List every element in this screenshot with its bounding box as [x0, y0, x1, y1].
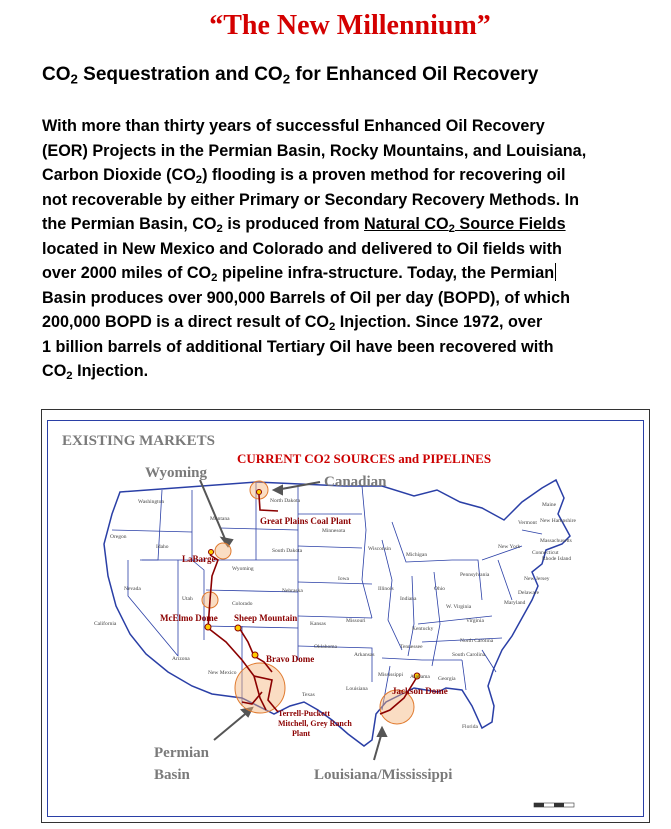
state-oregon: Oregon [110, 534, 127, 540]
region-louisiana-mississippi: Louisiana/Mississippi [314, 767, 453, 783]
text-cursor [555, 263, 556, 281]
state-indiana: Indiana [400, 596, 417, 602]
body-line: the Permian Basin, $CO_2$ is produced from Natural $CO_2$ Source Fields [42, 215, 566, 235]
state-wyoming: Wyoming [232, 566, 254, 572]
state-michigan: Michigan [406, 552, 428, 558]
map-legend: CURRENT CO2 SOURCES and PIPELINES [237, 451, 492, 466]
state-north-carolina: North Carolina [460, 638, 494, 644]
state-georgia: Georgia [438, 676, 456, 682]
state-minnesota: Minnesota [322, 528, 346, 534]
body-line: With more than thirty years of successful Enhanced Oil Recovery [42, 117, 545, 135]
state-washington: Washington [138, 499, 165, 505]
state-oklahoma: Oklahoma [314, 644, 337, 650]
subtitle: $CO_2$ Sequestration and $CO_2$ for Enhanced Oil Recovery [42, 64, 539, 87]
state-wisconsin: Wisconsin [368, 546, 391, 552]
state-rhode-island: Rhode Island [542, 556, 572, 562]
label-mitchell-grey-ranch: Mitchell, Grey Ranch [278, 719, 352, 728]
state-texas: Texas [302, 692, 315, 698]
label-great-plains: Great Plains Coal Plant [260, 516, 352, 526]
body-line: over 2000 miles of $CO_2$ pipeline infra-structure. Today, the Permian [42, 264, 555, 284]
state-iowa: Iowa [338, 576, 349, 582]
state-delaware: Delaware [518, 590, 540, 596]
state-south-dakota: South Dakota [272, 548, 303, 554]
body-line: (EOR) Projects in the Permian Basin, Rocky Mountains, and Louisiana, [42, 141, 587, 160]
state-virginia: Virginia [466, 618, 484, 624]
state-maine: Maine [542, 502, 557, 508]
state-idaho: Idaho [156, 544, 169, 550]
state-new-mexico: New Mexico [208, 670, 237, 676]
us-map-svg [42, 410, 651, 824]
state-arkansas: Arkansas [354, 652, 375, 658]
page-title: “The New Millennium” [209, 10, 491, 41]
region-permian: Permian [154, 745, 209, 761]
body-line: Carbon Dioxide $(CO_2)$ flooding is a proven method for recovering oil [42, 166, 566, 186]
label-mcelmo-dome: McElmo Dome [160, 613, 218, 623]
state-mississippi: Mississippi [378, 672, 404, 678]
body-paragraph [42, 114, 662, 384]
state-colorado: Colorado [232, 601, 253, 607]
state-illinois: Illinois [378, 586, 394, 592]
state-south-carolina: South Carolina [452, 652, 486, 658]
state-montana: Montana [210, 516, 230, 522]
label-plant: Plant [292, 729, 311, 738]
state-new-jersey: New Jersey [524, 576, 550, 582]
state-louisiana: Louisiana [346, 686, 368, 692]
body-line: not recoverable by either Primary or Secondary Recovery Methods. In [42, 190, 580, 209]
natural-co2-source-fields-link[interactable]: Natural $CO_2$ Source Fields [364, 215, 566, 235]
state-alabama: Alabama [410, 674, 430, 680]
state-connecticut: Connecticut [532, 550, 559, 556]
state-tennessee: Tennessee [400, 644, 423, 650]
state-north-dakota: North Dakota [270, 498, 301, 504]
body-line: 1 billion barrels of additional Tertiary Oil have been recovered with [42, 337, 554, 356]
state-california: California [94, 621, 117, 627]
state-nebraska: Nebraska [282, 588, 303, 594]
label-sheep-mountain: Sheep Mountain [234, 613, 298, 623]
label-bravo-dome: Bravo Dome [266, 654, 315, 664]
state-pennsylvania: Pennsylvania [460, 572, 490, 578]
state-nevada: Nevada [124, 586, 141, 592]
state-arizona: Arizona [172, 656, 190, 662]
state-utah: Utah [182, 596, 193, 602]
state-ohio: Ohio [434, 586, 445, 592]
state-maryland: Maryland [504, 600, 526, 606]
body-line: located in New Mexico and Colorado and delivered to Oil fields with [42, 239, 562, 258]
scale-bar [534, 803, 574, 807]
region-canadian: Canadian [324, 474, 387, 490]
state-new-hampshire: New Hampshire [540, 518, 576, 524]
label-jackson-dome: Jackson Dome [392, 686, 448, 696]
label-terrell-puckett: Terrell-Puckett [278, 709, 330, 718]
co2-map-figure [41, 409, 650, 823]
body-line: $CO_2$ Injection. [42, 362, 149, 382]
body-line: 200,000 BOPD is a direct result of $CO_2$ Injection. Since 1972, over [42, 313, 543, 333]
state-vermont: Vermont [518, 520, 537, 526]
state-new-york: New York [498, 544, 521, 550]
label-labarge: LaBarge [182, 554, 216, 564]
map-heading: EXISTING MARKETS [62, 433, 215, 449]
state-kentucky: Kentucky [412, 626, 434, 632]
region-wyoming: Wyoming [145, 465, 207, 481]
state-west-virginia: W. Virginia [446, 604, 472, 610]
state-florida: Florida [462, 724, 478, 730]
state-missouri: Missouri [346, 618, 366, 624]
state-kansas: Kansas [310, 621, 326, 627]
state-massachusetts: Massachusetts [540, 538, 572, 544]
body-line: Basin produces over 900,000 Barrels of Oil per day (BOPD), of which [42, 288, 571, 307]
region-basin: Basin [154, 767, 190, 783]
